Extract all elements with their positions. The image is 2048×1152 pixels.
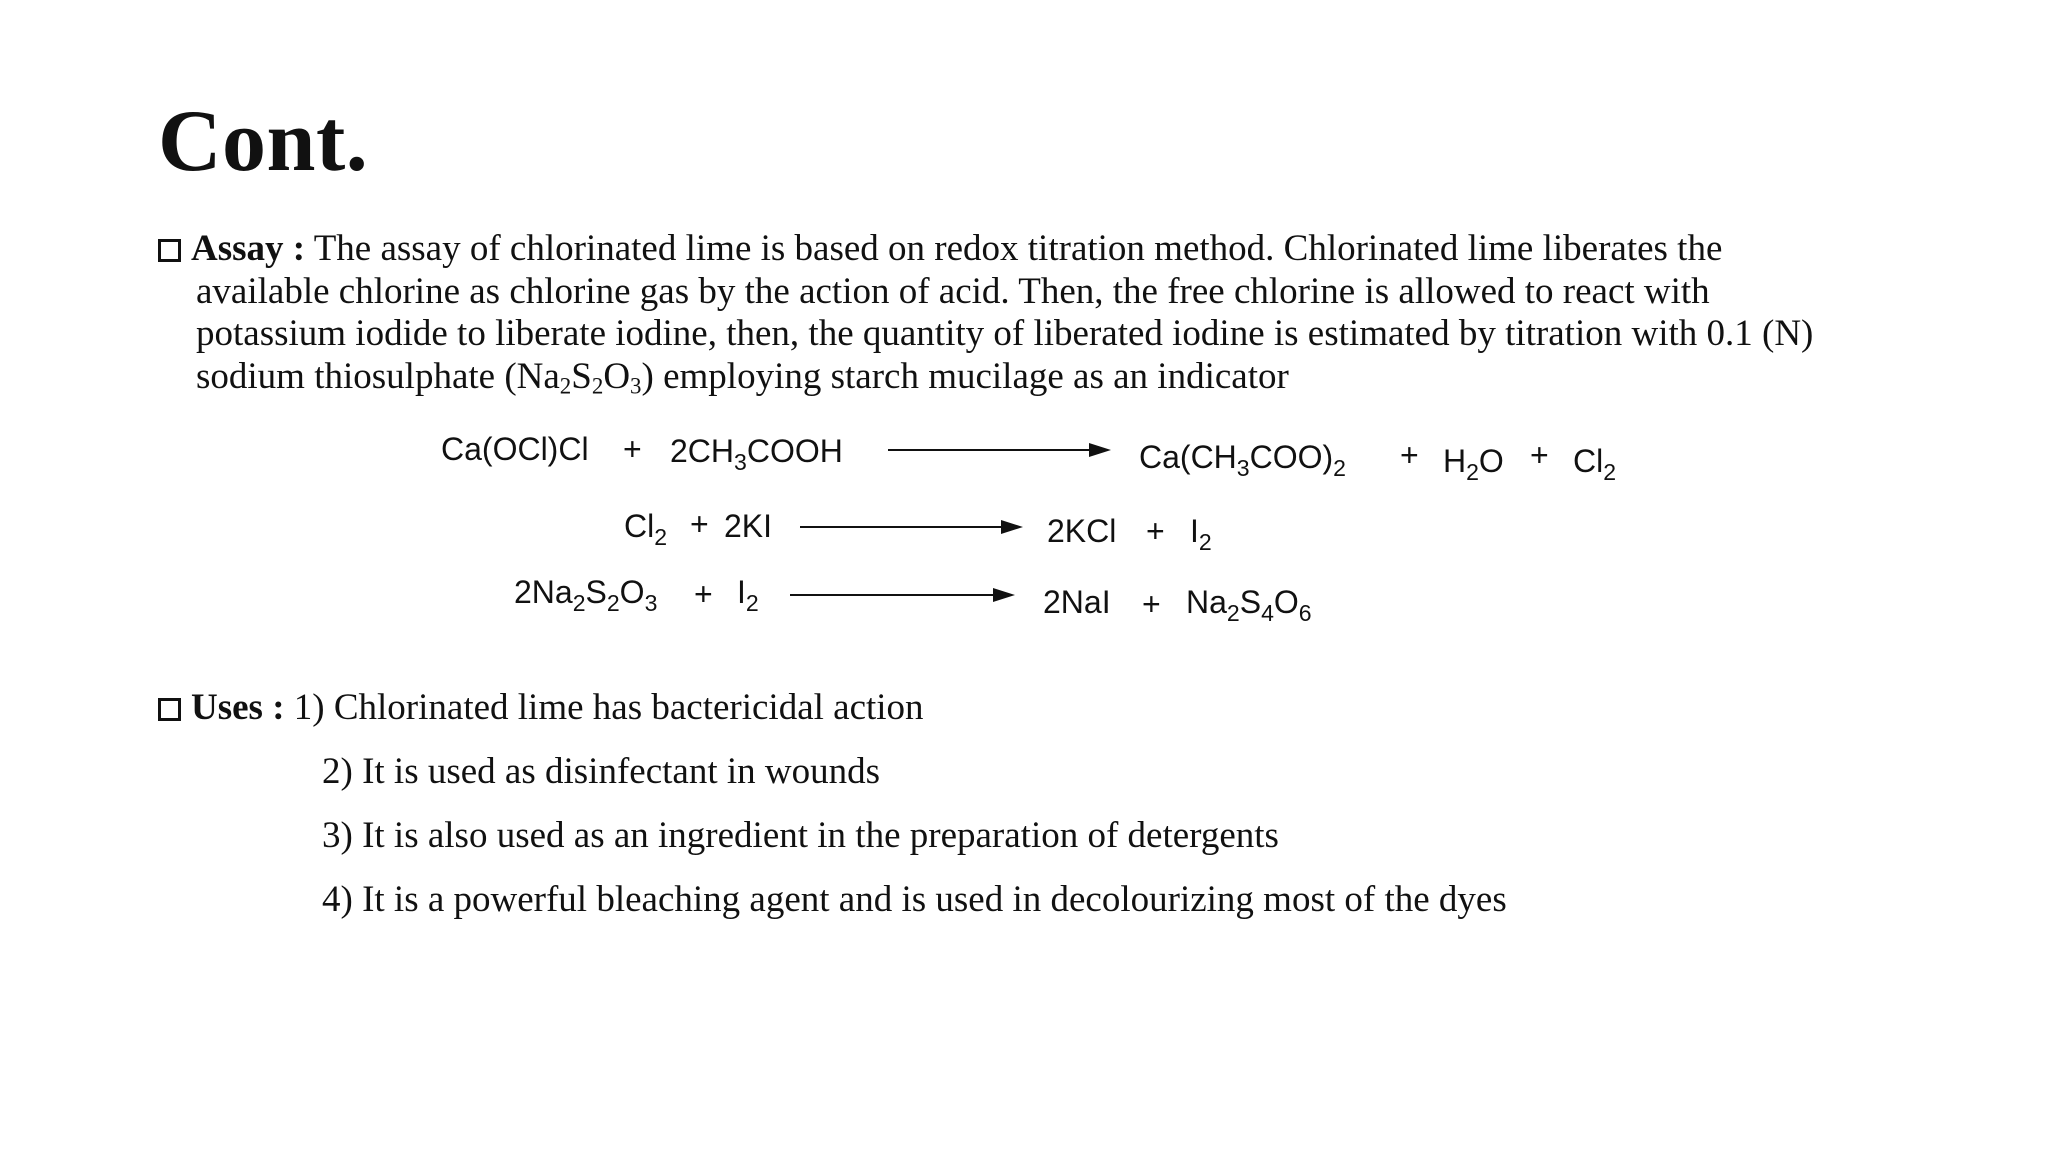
reaction-1-plus-3: + [1530, 437, 1549, 473]
assay-text-line-3: potassium iodide to liberate iodine, then, the quantity of liberated iodine is estimated by titration with 0.1 (N) [196, 313, 1814, 354]
uses-section [158, 676, 1507, 932]
reaction-2-reactant-2: 2KI [724, 508, 773, 544]
reaction-1-plus-1: + [623, 431, 642, 467]
reaction-1-product-1: $Ca(CH_3COO)_2$ [1139, 439, 1346, 482]
reaction-3-product-1: 2NaI [1043, 584, 1111, 620]
reaction-2-reactant-1: $Cl_2$ [624, 508, 668, 551]
reaction-2-plus-2: + [1146, 513, 1165, 549]
checkbox-bullet-icon [158, 698, 181, 721]
reaction-3-plus-1: + [694, 576, 713, 612]
uses-item-4: 4) It is a powerful bleaching agent and is used in decolourizing most of the dyes [322, 879, 1507, 920]
assay-text-line-4: sodium thiosulphate $(Na_2S_2O_3)$ employing starch mucilage as an indicator [196, 355, 1289, 399]
reaction-1-product-3: $Cl_2$ [1573, 443, 1617, 486]
assay-label: Assay : [191, 228, 306, 269]
reaction-3-reactant-2: $I_2$ [737, 574, 759, 617]
assay-section [158, 228, 1918, 398]
slide-title: Cont. [158, 93, 369, 190]
uses-label: Uses : [191, 687, 285, 728]
reaction-3-plus-2: + [1142, 586, 1161, 622]
reaction-1-product-2: $H_2O$ [1443, 443, 1504, 486]
assay-text-line-2: available chlorine as chlorine gas by the action of acid. Then, the free chlorine is allowed to react with [196, 270, 1710, 312]
assay-text-line-1: The assay of chlorinated lime is based on redox titration method. Chlorinated lime liberates the [313, 228, 1723, 269]
reaction-1-arrow [888, 449, 1108, 451]
reaction-3-arrow [790, 594, 1012, 596]
reaction-2-product-1: 2KCl [1047, 513, 1117, 549]
reaction-2-product-2: $I_2$ [1190, 513, 1212, 556]
reaction-1-reactant-2: $2CH_3COOH$ [670, 433, 843, 476]
uses-item-3: 3) It is also used as an ingredient in the preparation of detergents [322, 815, 1279, 856]
reaction-1-reactant-1: Ca(OCl)Cl [441, 431, 589, 467]
checkbox-bullet-icon [158, 239, 181, 262]
reaction-2-arrow [800, 526, 1020, 528]
reaction-3-product-2: $Na_2S_4O_6$ [1186, 584, 1312, 627]
assay-continuation [158, 271, 1918, 399]
reaction-1-plus-2: + [1400, 437, 1419, 473]
reaction-3-reactant-1: $2Na_2S_2O_3$ [514, 574, 658, 617]
assay-first-line [158, 228, 1918, 271]
uses-item-1: 1) Chlorinated lime has bactericidal action [293, 687, 924, 728]
uses-item-2: 2) It is used as disinfectant in wounds [322, 751, 880, 792]
reaction-2-plus-1: + [690, 506, 709, 542]
uses-first-line [158, 676, 1507, 740]
